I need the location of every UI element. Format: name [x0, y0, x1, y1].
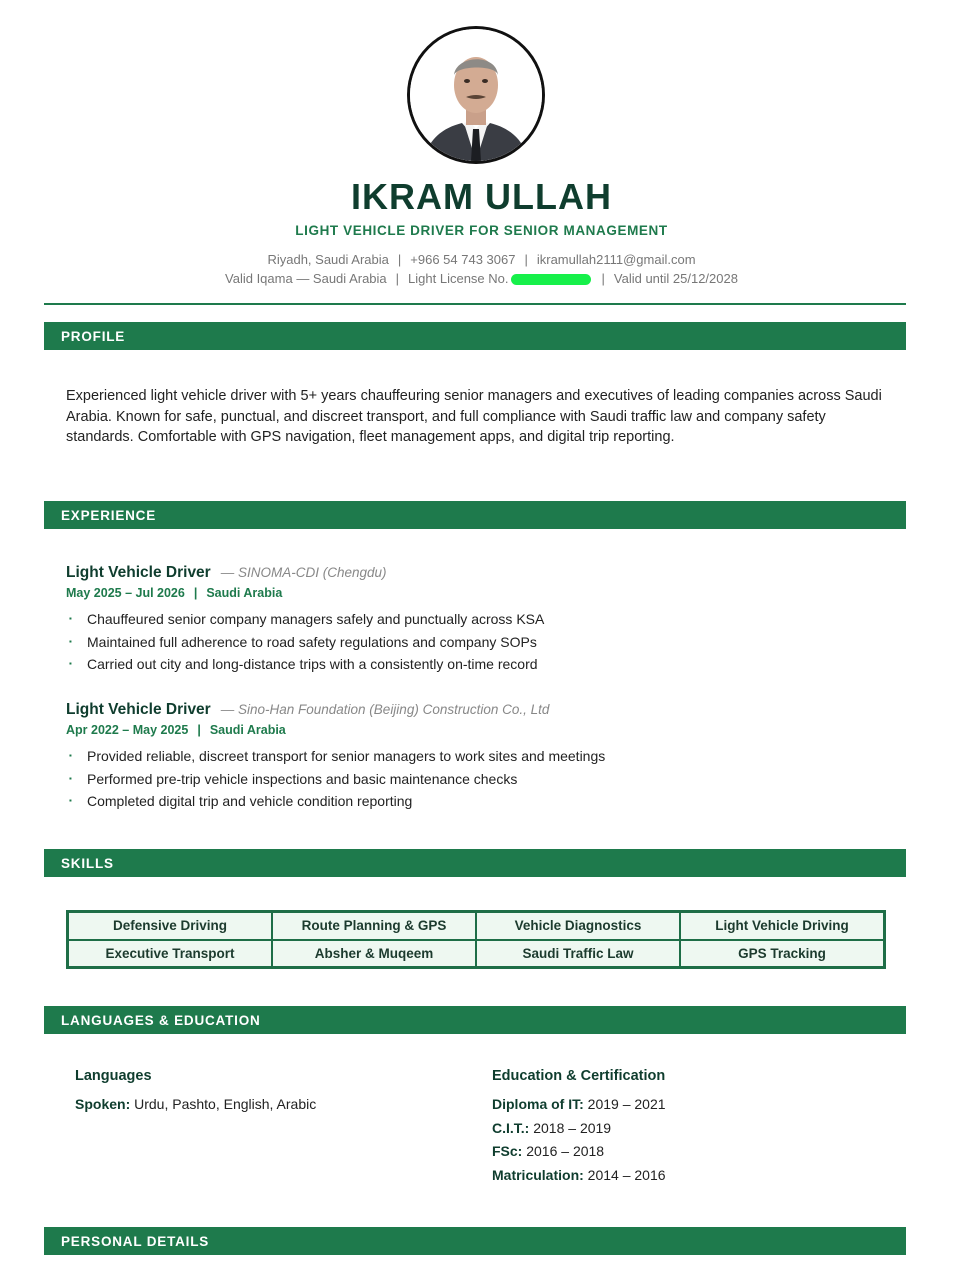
experience-bullets	[66, 745, 886, 813]
location-text: Riyadh, Saudi Arabia	[267, 252, 389, 267]
experience-company: — SINOMA-CDI (Chengdu)	[220, 565, 387, 580]
skill-cell: Defensive Driving	[68, 912, 272, 940]
candidate-name: IKRAM ULLAH	[351, 176, 612, 217]
experience-dates: May 2025 – Jul 2026	[66, 586, 185, 600]
experience-bullets	[66, 608, 886, 676]
experience-location: Saudi Arabia	[209, 723, 286, 737]
education-item: Diploma of IT: 2019 – 2021	[492, 1096, 666, 1112]
section-header-profile: PROFILE	[44, 322, 906, 350]
section-header-languages-education: LANGUAGES & EDUCATION	[44, 1006, 906, 1034]
bullet-item: ▪ Maintained full adherence to road safety regulations and company SOPs	[66, 631, 886, 654]
profile-photo	[410, 29, 542, 161]
license-validity: Valid until 25/12/2028	[613, 271, 738, 286]
languages-spoken	[75, 1093, 455, 1117]
experience-entry: Light Vehicle Driver — SINOMA-CDI (Chengdu) May 2025 – Jul 2026 | Saudi Arabia ▪ Chauffeured senior company managers safely and punctually across KSA ▪ Maintained full adherence to road safety regulations and company SOPs ▪ Carried out city and long-distance trips with a consistently on-time record	[66, 564, 886, 676]
profile-summary: Experienced light vehicle driver with 5+ years chauffeuring senior managers and executives of leading companies across Saudi Arabia. Known for safe, punctual, and discreet transport, and full compliance with Saudi traffic law and company safety standards. Comfortable with GPS navigation, fleet management apps, and digital trip reporting.	[66, 388, 882, 445]
education-item: Matriculation: 2014 – 2016	[492, 1166, 666, 1183]
experience-location: Saudi Arabia	[206, 586, 283, 600]
bullet-item: ▪ Performed pre-trip vehicle inspections and basic maintenance checks	[66, 768, 886, 791]
skill-cell: Light Vehicle Driving	[680, 912, 884, 940]
languages-column	[75, 1068, 455, 1117]
skill-cell: Saudi Traffic Law	[476, 940, 680, 968]
section-header-skills: SKILLS	[44, 849, 906, 877]
skill-cell: Route Planning & GPS	[272, 912, 476, 940]
section-header-personal-details: PERSONAL DETAILS	[44, 1227, 906, 1255]
spoken-value: Urdu, Pashto, English, Arabic	[134, 1096, 317, 1112]
job-title: LIGHT VEHICLE DRIVER FOR SENIOR MANAGEMENT	[295, 223, 668, 238]
bullet-item: ▪ Chauffeured senior company managers safely and punctually across KSA	[66, 608, 886, 631]
education-item: C.I.T.: 2018 – 2019	[492, 1119, 612, 1136]
bullet-item: ▪ Provided reliable, discreet transport for senior managers to work sites and meetings	[66, 745, 886, 768]
education-item: FSc: 2016 – 2018	[492, 1143, 605, 1159]
license-label: Light License No.	[408, 271, 509, 286]
bullet-item: ▪ Carried out city and long-distance trips with a consistently on-time record	[66, 653, 886, 676]
spoken-label: Spoken:	[75, 1096, 131, 1112]
experience-company: — Sino-Han Foundation (Beijing) Construction Co., Ltd	[220, 702, 550, 717]
experience-title: Light Vehicle Driver	[66, 564, 211, 581]
contact-line-2: Valid Iqama — Saudi Arabia | Light License No. | Valid until 25/12/2028	[225, 271, 738, 286]
skill-cell: Absher & Muqeem	[272, 940, 476, 968]
profile-photo-frame	[407, 26, 545, 164]
experience-dates: Apr 2022 – May 2025	[66, 723, 189, 737]
phone-text[interactable]: +966 54 743 3067	[410, 252, 516, 267]
section-header-experience: EXPERIENCE	[44, 501, 906, 529]
skills-grid	[66, 910, 886, 969]
experience-title: Light Vehicle Driver	[66, 701, 211, 718]
languages-heading: Languages	[75, 1068, 152, 1084]
bullet-item: ▪ Completed digital trip and vehicle condition reporting	[66, 790, 886, 813]
person-portrait-icon	[410, 29, 542, 161]
education-column	[492, 1068, 892, 1187]
header-divider	[44, 303, 906, 305]
redaction-mark	[511, 274, 591, 285]
iqama-text: Valid Iqama — Saudi Arabia	[225, 271, 387, 286]
skill-cell: GPS Tracking	[680, 940, 884, 968]
skill-cell: Executive Transport	[68, 940, 272, 968]
contact-line-1: Riyadh, Saudi Arabia | +966 54 743 3067 | ikramullah2111@gmail.com	[267, 252, 696, 267]
email-text[interactable]: ikramullah2111@gmail.com	[536, 252, 696, 267]
experience-entry: Light Vehicle Driver — Sino-Han Foundation (Beijing) Construction Co., Ltd Apr 2022 – May 2025 | Saudi Arabia ▪ Provided reliable, discreet transport for senior managers to work sites and meetings ▪ Performed pre-trip vehicle inspections and basic maintenance checks ▪ Completed digital trip and vehicle condition reporting	[66, 701, 886, 813]
education-heading: Education & Certification	[492, 1068, 666, 1084]
skill-cell: Vehicle Diagnostics	[476, 912, 680, 940]
